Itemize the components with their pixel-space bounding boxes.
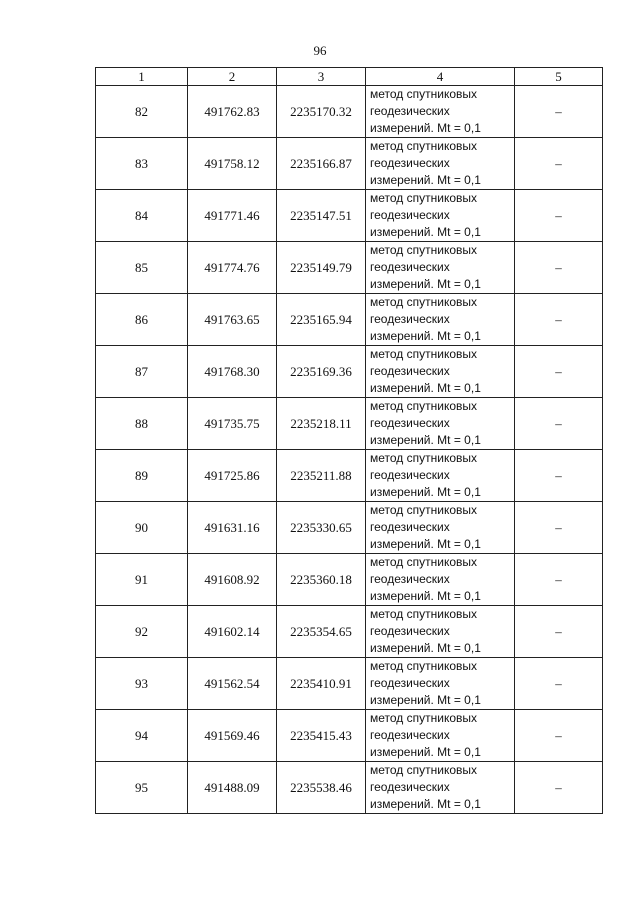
- table-row: [96, 86, 603, 138]
- point-number: 84: [96, 190, 188, 242]
- method-line: геодезических: [370, 468, 450, 482]
- method-line: метод спутниковых: [370, 347, 478, 361]
- coord-y: 2235149.79: [277, 242, 366, 294]
- coord-y: 2235165.94: [277, 294, 366, 346]
- coord-x: 491608.92: [188, 554, 277, 606]
- point-number: 83: [96, 138, 188, 190]
- table-row: [96, 294, 603, 346]
- method-line: метод спутниковых: [370, 295, 478, 309]
- point-number: 88: [96, 398, 188, 450]
- method-description: [366, 762, 515, 814]
- method-description: [366, 502, 515, 554]
- method-description: [366, 554, 515, 606]
- method-line: метод спутниковых: [370, 451, 478, 465]
- point-number: 91: [96, 554, 188, 606]
- coord-x: 491631.16: [188, 502, 277, 554]
- coord-y: 2235147.51: [277, 190, 366, 242]
- method-line: измерений. Mt = 0,1: [370, 641, 481, 655]
- table-row: [96, 138, 603, 190]
- table-row: [96, 450, 603, 502]
- header-col-2: 2: [188, 68, 277, 86]
- method-description: [366, 710, 515, 762]
- method-description: [366, 658, 515, 710]
- point-number: 92: [96, 606, 188, 658]
- method-line: геодезических: [370, 416, 450, 430]
- table-row: [96, 710, 603, 762]
- method-description: [366, 450, 515, 502]
- coord-x: 491725.86: [188, 450, 277, 502]
- method-line: измерений. Mt = 0,1: [370, 797, 481, 811]
- point-number: 86: [96, 294, 188, 346]
- col5-value: –: [515, 294, 603, 346]
- coord-x: 491774.76: [188, 242, 277, 294]
- coordinates-table: [95, 67, 603, 814]
- table-row: [96, 762, 603, 814]
- point-number: 89: [96, 450, 188, 502]
- table-row: [96, 606, 603, 658]
- coord-y: 2235218.11: [277, 398, 366, 450]
- method-line: геодезических: [370, 104, 450, 118]
- method-line: метод спутниковых: [370, 191, 478, 205]
- col5-value: –: [515, 502, 603, 554]
- table-row: [96, 398, 603, 450]
- method-line: метод спутниковых: [370, 711, 478, 725]
- table-row: [96, 346, 603, 398]
- method-line: метод спутниковых: [370, 87, 478, 101]
- method-line: метод спутниковых: [370, 607, 478, 621]
- point-number: 85: [96, 242, 188, 294]
- coord-y: 2235169.36: [277, 346, 366, 398]
- table-row: [96, 190, 603, 242]
- header-col-5: 5: [515, 68, 603, 86]
- table-row: [96, 554, 603, 606]
- table-row: [96, 502, 603, 554]
- method-description: [366, 398, 515, 450]
- coord-x: 491771.46: [188, 190, 277, 242]
- method-line: геодезических: [370, 572, 450, 586]
- table-row: [96, 658, 603, 710]
- coord-y: 2235410.91: [277, 658, 366, 710]
- coord-y: 2235538.46: [277, 762, 366, 814]
- method-line: геодезических: [370, 364, 450, 378]
- method-line: геодезических: [370, 676, 450, 690]
- coord-x: 491562.54: [188, 658, 277, 710]
- coord-x: 491569.46: [188, 710, 277, 762]
- method-line: геодезических: [370, 520, 450, 534]
- point-number: 87: [96, 346, 188, 398]
- point-number: 95: [96, 762, 188, 814]
- header-col-3: 3: [277, 68, 366, 86]
- coord-x: 491602.14: [188, 606, 277, 658]
- method-line: измерений. Mt = 0,1: [370, 381, 481, 395]
- table-header-row: [96, 68, 603, 86]
- coord-y: 2235330.65: [277, 502, 366, 554]
- col5-value: –: [515, 138, 603, 190]
- col5-value: –: [515, 190, 603, 242]
- page-number: 96: [313, 43, 327, 58]
- method-line: метод спутниковых: [370, 659, 478, 673]
- method-description: [366, 86, 515, 138]
- coord-y: 2235170.32: [277, 86, 366, 138]
- method-line: измерений. Mt = 0,1: [370, 745, 481, 759]
- method-line: метод спутниковых: [370, 139, 478, 153]
- coord-x: 491768.30: [188, 346, 277, 398]
- method-line: геодезических: [370, 312, 450, 326]
- method-line: измерений. Mt = 0,1: [370, 693, 481, 707]
- coord-y: 2235415.43: [277, 710, 366, 762]
- coord-y: 2235211.88: [277, 450, 366, 502]
- method-line: метод спутниковых: [370, 399, 478, 413]
- header-col-4: 4: [366, 68, 515, 86]
- header-col-1: 1: [96, 68, 188, 86]
- method-line: измерений. Mt = 0,1: [370, 433, 481, 447]
- method-line: измерений. Mt = 0,1: [370, 173, 481, 187]
- method-line: измерений. Mt = 0,1: [370, 329, 481, 343]
- method-line: геодезических: [370, 624, 450, 638]
- coord-y: 2235354.65: [277, 606, 366, 658]
- coord-x: 491763.65: [188, 294, 277, 346]
- method-description: [366, 294, 515, 346]
- point-number: 94: [96, 710, 188, 762]
- method-line: геодезических: [370, 156, 450, 170]
- coord-x: 491488.09: [188, 762, 277, 814]
- coord-y: 2235360.18: [277, 554, 366, 606]
- col5-value: –: [515, 762, 603, 814]
- method-line: метод спутниковых: [370, 503, 478, 517]
- method-line: геодезических: [370, 728, 450, 742]
- col5-value: –: [515, 242, 603, 294]
- coord-y: 2235166.87: [277, 138, 366, 190]
- point-number: 82: [96, 86, 188, 138]
- method-line: геодезических: [370, 780, 450, 794]
- col5-value: –: [515, 398, 603, 450]
- col5-value: –: [515, 658, 603, 710]
- method-line: измерений. Mt = 0,1: [370, 485, 481, 499]
- col5-value: –: [515, 450, 603, 502]
- method-description: [366, 606, 515, 658]
- method-description: [366, 138, 515, 190]
- method-description: [366, 346, 515, 398]
- coord-x: 491735.75: [188, 398, 277, 450]
- method-line: измерений. Mt = 0,1: [370, 121, 481, 135]
- method-line: измерений. Mt = 0,1: [370, 537, 481, 551]
- col5-value: –: [515, 86, 603, 138]
- col5-value: –: [515, 554, 603, 606]
- col5-value: –: [515, 346, 603, 398]
- method-description: [366, 190, 515, 242]
- method-line: геодезических: [370, 208, 450, 222]
- method-line: измерений. Mt = 0,1: [370, 589, 481, 603]
- coord-x: 491758.12: [188, 138, 277, 190]
- coord-x: 491762.83: [188, 86, 277, 138]
- method-line: метод спутниковых: [370, 555, 478, 569]
- method-description: [366, 242, 515, 294]
- method-line: геодезических: [370, 260, 450, 274]
- method-line: метод спутниковых: [370, 763, 478, 777]
- table-row: [96, 242, 603, 294]
- method-line: метод спутниковых: [370, 243, 478, 257]
- method-line: измерений. Mt = 0,1: [370, 277, 481, 291]
- point-number: 93: [96, 658, 188, 710]
- point-number: 90: [96, 502, 188, 554]
- method-line: измерений. Mt = 0,1: [370, 225, 481, 239]
- col5-value: –: [515, 710, 603, 762]
- col5-value: –: [515, 606, 603, 658]
